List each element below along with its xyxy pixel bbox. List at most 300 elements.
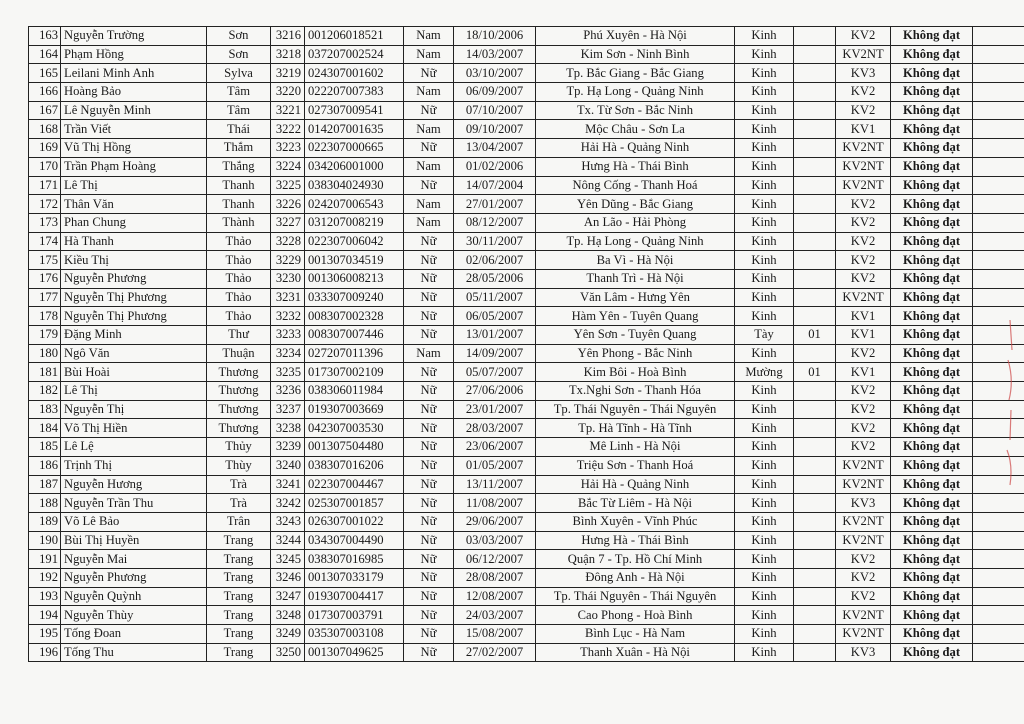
cell-stt: 174 — [29, 232, 61, 251]
cell-noisinh: Yên Phong - Bắc Ninh — [536, 344, 735, 363]
cell-ho: Nguyễn Thị Phương — [61, 288, 207, 307]
table-row — [29, 400, 1024, 419]
cell-ketqua: Không đạt — [891, 157, 973, 176]
cell-gioitinh: Nữ — [404, 512, 454, 531]
cell-uutien — [794, 176, 836, 195]
cell-dantoc: Kinh — [735, 157, 794, 176]
cell-ngaysinh: 14/07/2004 — [454, 176, 536, 195]
cell-ten: Sơn — [207, 27, 271, 46]
cell-ho: Võ Lê Bảo — [61, 512, 207, 531]
cell-khuvuc: KV3 — [836, 494, 891, 513]
cell-ketqua: Không đạt — [891, 475, 973, 494]
cell-noisinh: Kim Sơn - Ninh Bình — [536, 45, 735, 64]
cell-cccd: 038307016985 — [305, 550, 404, 569]
cell-khuvuc: KV2NT — [836, 475, 891, 494]
cell-khuvuc: KV1 — [836, 326, 891, 345]
cell-khuvuc: KV2 — [836, 195, 891, 214]
table-row — [29, 475, 1024, 494]
cell-cccd: 008307002328 — [305, 307, 404, 326]
cell-cccd: 001307049625 — [305, 643, 404, 662]
cell-ketqua: Không đạt — [891, 326, 973, 345]
cell-uutien — [794, 438, 836, 457]
table-row — [29, 587, 1024, 606]
cell-noisinh: Tp. Hạ Long - Quảng Ninh — [536, 232, 735, 251]
cell-cccd: 024207006543 — [305, 195, 404, 214]
cell-stt: 168 — [29, 120, 61, 139]
cell-sbd: 3223 — [271, 139, 305, 158]
cell-cccd: 035307003108 — [305, 625, 404, 644]
cell-khuvuc: KV2 — [836, 232, 891, 251]
cell-dantoc: Kinh — [735, 643, 794, 662]
table-row — [29, 625, 1024, 644]
cell-sbd: 3246 — [271, 568, 305, 587]
cell-sbd: 3220 — [271, 83, 305, 102]
cell-uutien — [794, 157, 836, 176]
cell-sbd: 3231 — [271, 288, 305, 307]
cell-gioitinh: Nam — [404, 83, 454, 102]
cell-ho: Bùi Hoài — [61, 363, 207, 382]
cell-ten: Tâm — [207, 83, 271, 102]
cell-noisinh: Nông Cống - Thanh Hoá — [536, 176, 735, 195]
cell-dantoc: Kinh — [735, 400, 794, 419]
cell-ho: Tống Đoan — [61, 625, 207, 644]
cell-ten: Trang — [207, 625, 271, 644]
cell-dantoc: Kinh — [735, 475, 794, 494]
table-row — [29, 251, 1024, 270]
cell-gioitinh: Nữ — [404, 587, 454, 606]
cell-dantoc: Kinh — [735, 550, 794, 569]
cell-khuvuc: KV2NT — [836, 512, 891, 531]
cell-stt: 181 — [29, 363, 61, 382]
cell-gioitinh: Nam — [404, 213, 454, 232]
cell-ketqua: Không đạt — [891, 288, 973, 307]
cell-blank — [973, 27, 1024, 46]
cell-uutien — [794, 550, 836, 569]
cell-cccd: 017307003791 — [305, 606, 404, 625]
cell-ho: Hà Thanh — [61, 232, 207, 251]
cell-cccd: 026307001022 — [305, 512, 404, 531]
cell-ten: Trà — [207, 494, 271, 513]
cell-ngaysinh: 05/11/2007 — [454, 288, 536, 307]
cell-dantoc: Kinh — [735, 438, 794, 457]
cell-gioitinh: Nữ — [404, 382, 454, 401]
cell-ho: Nguyễn Quỳnh — [61, 587, 207, 606]
cell-ten: Thuận — [207, 344, 271, 363]
cell-stt: 182 — [29, 382, 61, 401]
cell-cccd: 001307504480 — [305, 438, 404, 457]
cell-uutien — [794, 83, 836, 102]
cell-blank — [973, 531, 1024, 550]
cell-dantoc: Kinh — [735, 568, 794, 587]
cell-blank — [973, 550, 1024, 569]
cell-khuvuc: KV2NT — [836, 606, 891, 625]
cell-uutien — [794, 512, 836, 531]
cell-ketqua: Không đạt — [891, 120, 973, 139]
cell-stt: 191 — [29, 550, 61, 569]
cell-ho: Trịnh Thị — [61, 456, 207, 475]
cell-ten: Thảo — [207, 288, 271, 307]
cell-stt: 163 — [29, 27, 61, 46]
cell-dantoc: Kinh — [735, 307, 794, 326]
cell-noisinh: Quận 7 - Tp. Hồ Chí Minh — [536, 550, 735, 569]
cell-ngaysinh: 11/08/2007 — [454, 494, 536, 513]
cell-sbd: 3239 — [271, 438, 305, 457]
cell-ten: Trà — [207, 475, 271, 494]
cell-cccd: 033307009240 — [305, 288, 404, 307]
cell-dantoc: Kinh — [735, 288, 794, 307]
cell-ten: Sylva — [207, 64, 271, 83]
cell-blank — [973, 195, 1024, 214]
cell-ngaysinh: 29/06/2007 — [454, 512, 536, 531]
cell-ho: Nguyễn Thùy — [61, 606, 207, 625]
cell-stt: 185 — [29, 438, 61, 457]
cell-uutien — [794, 64, 836, 83]
cell-gioitinh: Nữ — [404, 643, 454, 662]
cell-gioitinh: Nam — [404, 195, 454, 214]
cell-blank — [973, 606, 1024, 625]
cell-ketqua: Không đạt — [891, 531, 973, 550]
cell-stt: 170 — [29, 157, 61, 176]
table-row — [29, 139, 1024, 158]
cell-cccd: 001307034519 — [305, 251, 404, 270]
cell-gioitinh: Nữ — [404, 232, 454, 251]
cell-stt: 186 — [29, 456, 61, 475]
cell-uutien — [794, 288, 836, 307]
cell-sbd: 3227 — [271, 213, 305, 232]
cell-cccd: 038307016206 — [305, 456, 404, 475]
cell-uutien — [794, 344, 836, 363]
cell-khuvuc: KV3 — [836, 64, 891, 83]
cell-uutien — [794, 101, 836, 120]
cell-sbd: 3218 — [271, 45, 305, 64]
cell-ketqua: Không đạt — [891, 139, 973, 158]
cell-gioitinh: Nữ — [404, 288, 454, 307]
cell-blank — [973, 269, 1024, 288]
cell-ten: Thắm — [207, 139, 271, 158]
cell-ngaysinh: 06/05/2007 — [454, 307, 536, 326]
cell-ngaysinh: 12/08/2007 — [454, 587, 536, 606]
cell-ketqua: Không đạt — [891, 307, 973, 326]
cell-ten: Thắng — [207, 157, 271, 176]
cell-dantoc: Kinh — [735, 625, 794, 644]
cell-stt: 178 — [29, 307, 61, 326]
cell-ketqua: Không đạt — [891, 382, 973, 401]
cell-ho: Vũ Thị Hồng — [61, 139, 207, 158]
cell-ho: Nguyễn Phương — [61, 568, 207, 587]
cell-gioitinh: Nữ — [404, 101, 454, 120]
cell-stt: 172 — [29, 195, 61, 214]
cell-khuvuc: KV2 — [836, 213, 891, 232]
table-row — [29, 120, 1024, 139]
table-row — [29, 531, 1024, 550]
cell-ten: Sơn — [207, 45, 271, 64]
cell-stt: 166 — [29, 83, 61, 102]
cell-dantoc: Kinh — [735, 27, 794, 46]
cell-sbd: 3250 — [271, 643, 305, 662]
cell-dantoc: Kinh — [735, 587, 794, 606]
cell-ngaysinh: 27/06/2006 — [454, 382, 536, 401]
cell-noisinh: Tp. Thái Nguyên - Thái Nguyên — [536, 587, 735, 606]
cell-noisinh: Bình Lục - Hà Nam — [536, 625, 735, 644]
cell-gioitinh: Nữ — [404, 326, 454, 345]
cell-noisinh: Hàm Yên - Tuyên Quang — [536, 307, 735, 326]
cell-ho: Nguyễn Phương — [61, 269, 207, 288]
cell-gioitinh: Nữ — [404, 64, 454, 83]
cell-blank — [973, 251, 1024, 270]
cell-ketqua: Không đạt — [891, 512, 973, 531]
cell-stt: 180 — [29, 344, 61, 363]
cell-stt: 176 — [29, 269, 61, 288]
cell-cccd: 022307004467 — [305, 475, 404, 494]
cell-sbd: 3225 — [271, 176, 305, 195]
cell-noisinh: Triệu Sơn - Thanh Hoá — [536, 456, 735, 475]
cell-uutien — [794, 195, 836, 214]
cell-gioitinh: Nữ — [404, 269, 454, 288]
cell-cccd: 034307004490 — [305, 531, 404, 550]
cell-khuvuc: KV2 — [836, 269, 891, 288]
cell-stt: 193 — [29, 587, 61, 606]
cell-ketqua: Không đạt — [891, 176, 973, 195]
cell-stt: 177 — [29, 288, 61, 307]
cell-blank — [973, 568, 1024, 587]
cell-khuvuc: KV1 — [836, 307, 891, 326]
cell-gioitinh: Nữ — [404, 251, 454, 270]
cell-stt: 195 — [29, 625, 61, 644]
cell-dantoc: Kinh — [735, 101, 794, 120]
cell-dantoc: Kinh — [735, 382, 794, 401]
cell-ten: Thương — [207, 419, 271, 438]
cell-gioitinh: Nữ — [404, 363, 454, 382]
cell-sbd: 3237 — [271, 400, 305, 419]
cell-uutien — [794, 213, 836, 232]
cell-blank — [973, 213, 1024, 232]
cell-cccd: 022307006042 — [305, 232, 404, 251]
cell-khuvuc: KV2 — [836, 400, 891, 419]
cell-uutien: 01 — [794, 326, 836, 345]
cell-uutien — [794, 531, 836, 550]
cell-sbd: 3241 — [271, 475, 305, 494]
table-row — [29, 288, 1024, 307]
cell-cccd: 027207011396 — [305, 344, 404, 363]
table-row — [29, 213, 1024, 232]
cell-ten: Trang — [207, 606, 271, 625]
cell-sbd: 3240 — [271, 456, 305, 475]
cell-dantoc: Kinh — [735, 344, 794, 363]
cell-noisinh: Tp. Hà Tĩnh - Hà Tĩnh — [536, 419, 735, 438]
cell-cccd: 038306011984 — [305, 382, 404, 401]
cell-uutien — [794, 45, 836, 64]
cell-ten: Thương — [207, 363, 271, 382]
cell-uutien — [794, 307, 836, 326]
cell-blank — [973, 157, 1024, 176]
cell-ngaysinh: 01/02/2006 — [454, 157, 536, 176]
cell-gioitinh: Nữ — [404, 456, 454, 475]
cell-uutien — [794, 606, 836, 625]
cell-stt: 194 — [29, 606, 61, 625]
table-row — [29, 195, 1024, 214]
cell-noisinh: Hải Hà - Quảng Ninh — [536, 475, 735, 494]
cell-ngaysinh: 23/06/2007 — [454, 438, 536, 457]
cell-noisinh: Tx.Nghi Sơn - Thanh Hóa — [536, 382, 735, 401]
cell-ho: Trần Viết — [61, 120, 207, 139]
cell-noisinh: Phú Xuyên - Hà Nội — [536, 27, 735, 46]
cell-stt: 184 — [29, 419, 61, 438]
cell-blank — [973, 120, 1024, 139]
cell-ketqua: Không đạt — [891, 45, 973, 64]
cell-sbd: 3232 — [271, 307, 305, 326]
cell-cccd: 001206018521 — [305, 27, 404, 46]
cell-ho: Võ Thị Hiền — [61, 419, 207, 438]
cell-khuvuc: KV2 — [836, 251, 891, 270]
cell-ten: Thanh — [207, 195, 271, 214]
cell-khuvuc: KV2 — [836, 587, 891, 606]
table-row — [29, 550, 1024, 569]
cell-cccd: 017307002109 — [305, 363, 404, 382]
cell-khuvuc: KV2 — [836, 27, 891, 46]
cell-khuvuc: KV2 — [836, 382, 891, 401]
cell-ten: Thảo — [207, 307, 271, 326]
cell-dantoc: Kinh — [735, 83, 794, 102]
cell-ho: Kiều Thị — [61, 251, 207, 270]
cell-ho: Bùi Thị Huyền — [61, 531, 207, 550]
candidate-rows — [29, 27, 1024, 662]
cell-ten: Trang — [207, 587, 271, 606]
cell-gioitinh: Nam — [404, 157, 454, 176]
cell-ten: Thư — [207, 326, 271, 345]
cell-blank — [973, 643, 1024, 662]
cell-sbd: 3229 — [271, 251, 305, 270]
cell-dantoc: Kinh — [735, 512, 794, 531]
cell-stt: 190 — [29, 531, 61, 550]
cell-noisinh: Bình Xuyên - Vĩnh Phúc — [536, 512, 735, 531]
cell-dantoc: Kinh — [735, 195, 794, 214]
cell-noisinh: Mộc Châu - Sơn La — [536, 120, 735, 139]
cell-dantoc: Kinh — [735, 251, 794, 270]
cell-stt: 187 — [29, 475, 61, 494]
cell-khuvuc: KV2 — [836, 101, 891, 120]
cell-sbd: 3226 — [271, 195, 305, 214]
cell-ho: Lê Lệ — [61, 438, 207, 457]
cell-sbd: 3216 — [271, 27, 305, 46]
cell-cccd: 024307001602 — [305, 64, 404, 83]
cell-khuvuc: KV2 — [836, 438, 891, 457]
cell-noisinh: Kim Bôi - Hoà Bình — [536, 363, 735, 382]
cell-khuvuc: KV2NT — [836, 157, 891, 176]
cell-blank — [973, 494, 1024, 513]
cell-ho: Ngô Văn — [61, 344, 207, 363]
cell-uutien — [794, 625, 836, 644]
table-row — [29, 344, 1024, 363]
cell-dantoc: Kinh — [735, 213, 794, 232]
cell-ngaysinh: 14/03/2007 — [454, 45, 536, 64]
cell-ketqua: Không đạt — [891, 494, 973, 513]
table-row — [29, 27, 1024, 46]
cell-dantoc: Kinh — [735, 531, 794, 550]
table-row — [29, 494, 1024, 513]
cell-gioitinh: Nữ — [404, 475, 454, 494]
table-row — [29, 232, 1024, 251]
cell-ho: Lê Thị — [61, 176, 207, 195]
cell-ngaysinh: 01/05/2007 — [454, 456, 536, 475]
cell-ketqua: Không đạt — [891, 213, 973, 232]
cell-stt: 169 — [29, 139, 61, 158]
cell-dantoc: Kinh — [735, 494, 794, 513]
cell-ketqua: Không đạt — [891, 550, 973, 569]
cell-gioitinh: Nữ — [404, 568, 454, 587]
cell-cccd: 031207008219 — [305, 213, 404, 232]
cell-ho: Đặng Minh — [61, 326, 207, 345]
cell-sbd: 3222 — [271, 120, 305, 139]
cell-sbd: 3228 — [271, 232, 305, 251]
cell-sbd: 3221 — [271, 101, 305, 120]
cell-ho: Leilani Minh Anh — [61, 64, 207, 83]
cell-cccd: 038304024930 — [305, 176, 404, 195]
cell-gioitinh: Nữ — [404, 139, 454, 158]
cell-cccd: 008307007446 — [305, 326, 404, 345]
cell-ten: Thanh — [207, 176, 271, 195]
cell-ngaysinh: 05/07/2007 — [454, 363, 536, 382]
cell-noisinh: Yên Sơn - Tuyên Quang — [536, 326, 735, 345]
cell-ho: Nguyễn Thị Phương — [61, 307, 207, 326]
cell-stt: 167 — [29, 101, 61, 120]
cell-noisinh: Văn Lâm - Hưng Yên — [536, 288, 735, 307]
cell-khuvuc: KV2 — [836, 419, 891, 438]
cell-ngaysinh: 27/02/2007 — [454, 643, 536, 662]
cell-ketqua: Không đạt — [891, 568, 973, 587]
cell-sbd: 3233 — [271, 326, 305, 345]
cell-gioitinh: Nữ — [404, 307, 454, 326]
cell-ketqua: Không đạt — [891, 64, 973, 83]
cell-ketqua: Không đạt — [891, 606, 973, 625]
cell-ketqua: Không đạt — [891, 419, 973, 438]
cell-gioitinh: Nữ — [404, 606, 454, 625]
cell-ketqua: Không đạt — [891, 232, 973, 251]
cell-stt: 189 — [29, 512, 61, 531]
cell-ho: Phạm Hồng — [61, 45, 207, 64]
cell-cccd: 027307009541 — [305, 101, 404, 120]
cell-stt: 188 — [29, 494, 61, 513]
cell-sbd: 3235 — [271, 363, 305, 382]
table-row — [29, 363, 1024, 382]
cell-ho: Nguyễn Thị — [61, 400, 207, 419]
cell-dantoc: Kinh — [735, 232, 794, 251]
cell-cccd: 019307003669 — [305, 400, 404, 419]
cell-ten: Trân — [207, 512, 271, 531]
cell-ho: Hoàng Bảo — [61, 83, 207, 102]
cell-ngaysinh: 30/11/2007 — [454, 232, 536, 251]
cell-stt: 196 — [29, 643, 61, 662]
cell-sbd: 3244 — [271, 531, 305, 550]
cell-khuvuc: KV2NT — [836, 45, 891, 64]
cell-uutien: 01 — [794, 363, 836, 382]
cell-noisinh: Mê Linh - Hà Nội — [536, 438, 735, 457]
cell-ngaysinh: 15/08/2007 — [454, 625, 536, 644]
cell-ho: Trần Phạm Hoàng — [61, 157, 207, 176]
table-row — [29, 176, 1024, 195]
cell-ho: Lê Nguyễn Minh — [61, 101, 207, 120]
cell-khuvuc: KV1 — [836, 363, 891, 382]
cell-noisinh: Yên Dũng - Bắc Giang — [536, 195, 735, 214]
cell-uutien — [794, 587, 836, 606]
table-row — [29, 438, 1024, 457]
cell-ten: Thương — [207, 400, 271, 419]
handwritten-margin-mark — [1002, 310, 1018, 490]
cell-khuvuc: KV2NT — [836, 139, 891, 158]
cell-ketqua: Không đạt — [891, 400, 973, 419]
cell-stt: 173 — [29, 213, 61, 232]
cell-cccd: 022207007383 — [305, 83, 404, 102]
cell-gioitinh: Nam — [404, 120, 454, 139]
